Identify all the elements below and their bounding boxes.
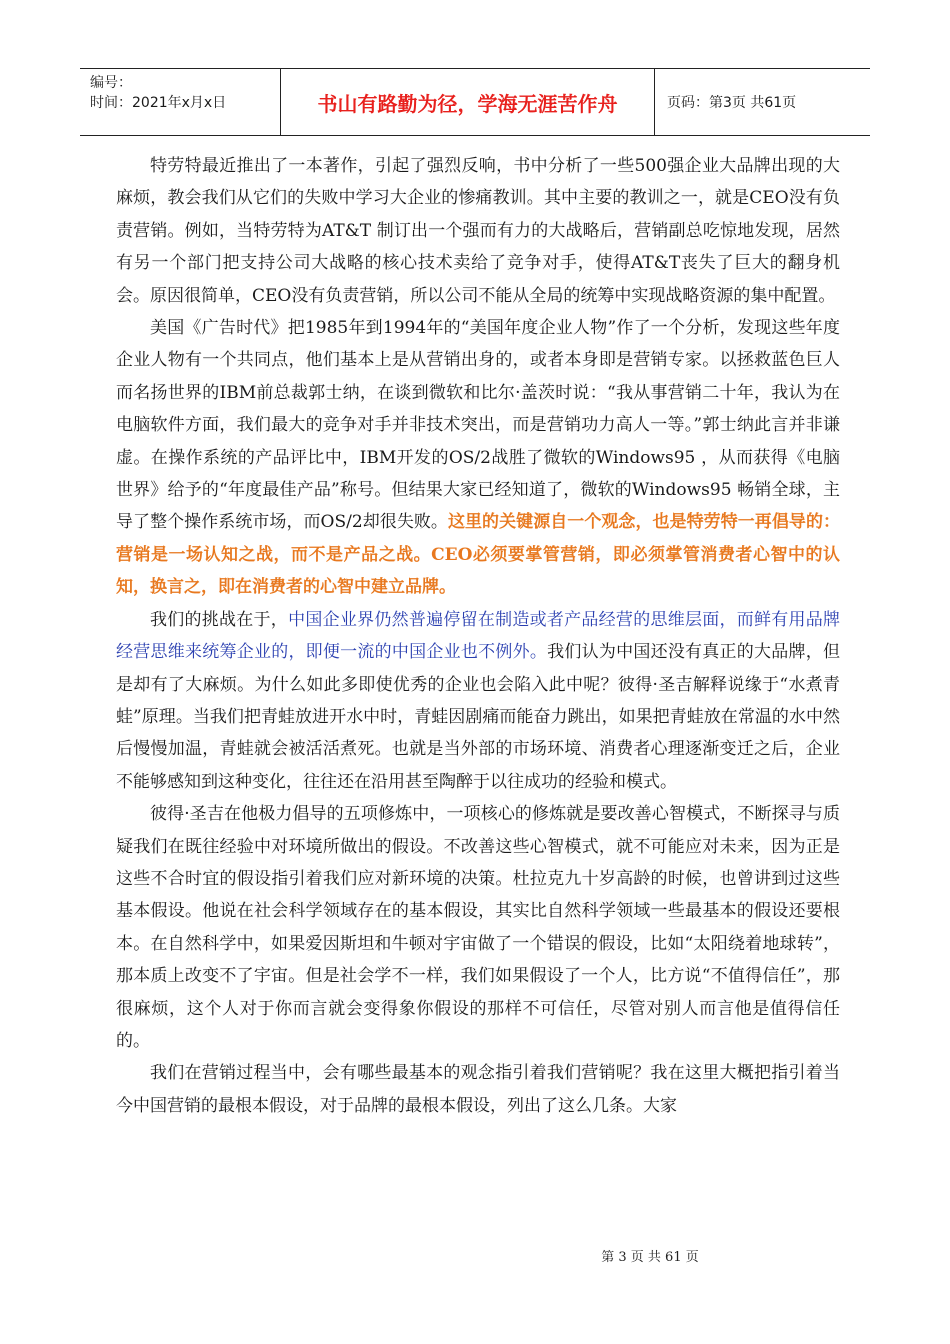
document-body xyxy=(116,150,840,1122)
paragraph-3-rest: 我们认为中国还没有真正的大品牌，但是却有了大麻烦。为什么如此多即使优秀的企业也会陷入此中呢？彼得·圣吉解释说缘于“水煮青蛙”原理。当我们把青蛙放进开水中时，青蛙因剧痛而能奋力跳出，如果把青蛙放在常温的水中然后慢慢加温，青蛙就会被活活煮死。也就是当外部的市场环境、消费者心理逐渐变迁之后，企业不能够感知到这种变化，往往还在沿用甚至陶醉于以往成功的经验和模式。 xyxy=(116,642,841,792)
paragraph-1: 特劳特最近推出了一本著作，引起了强烈反响，书中分析了一些500强企业大品牌出现的大麻烦，教会我们从它们的失败中学习大企业的惨痛教训。其中主要的教训之一，就是CEO没有负责营销。例如，当特劳特为AT&T 制订出一个强而有力的大战略后，营销副总吃惊地发现，居然有另一个部门把支持公司大战略的核心技术卖给了竞争对手，使得AT&T丧失了巨大的翻身机会。原因很简单，CEO没有负责营销，所以公司不能从全局的统筹中实现战略资源的集中配置。 xyxy=(116,156,840,306)
header-meta xyxy=(80,69,281,135)
paragraph-2-highlight: 这里的关键源自一个观念，也是特劳特一再倡导的：营销是一场认知之战，而不是产品之战。CEO必须要掌管营销，即必须掌管消费者心智中的认知，换言之，即在消费者的心智中建立品牌。 xyxy=(116,512,840,598)
page-footer: 第 3 页 共 61 页 xyxy=(601,1250,699,1265)
paragraph-3-blue: 中国企业界仍然普遍停留在制造或者产品经营的思维层面，而鲜有用品牌经营思维来统筹企业的，即便一流的中国企业也不例外。 xyxy=(116,609,841,663)
paragraph-2-text: 美国《广告时代》把1985年到1994年的“美国年度企业人物”作了一个分析，发现这些年度企业人物有一个共同点，他们基本上是从营销出身的，或者本身即是营销专家。以拯救蓝色巨人而名扬世界的IBM前总裁郭士纳，在谈到微软和比尔·盖茨时说：“我从事营销二十年，我认为在电脑软件方面，我们最大的竞争对手并非技术突出，而是营销功力高人一等。”郭士纳此言并非谦虚。在操作系统的产品评比中，IBM开发的OS/2战胜了微软的Windows95 ，从而获得《电脑世界》给予的“年度最佳产品”称号。但结果大家已经知道了，微软的Windows95 畅销全球，主导了整个操作系统市场，而OS/2却很失败。 xyxy=(116,318,840,533)
paragraph-5: 我们在营销过程当中，会有哪些最基本的观念指引着我们营销呢？我在这里大概把指引着当今中国营销的最根本假设，对于品牌的最根本假设，列出了这么几条。大家 xyxy=(116,1063,840,1116)
paragraph-4: 彼得·圣吉在他极力倡导的五项修炼中，一项核心的修炼就是要改善心智模式，不断探寻与质疑我们在既往经验中对环境所做出的假设。不改善这些心智模式，就不可能应对未来，因为正是这些不合时宜的假设指引着我们应对新环境的决策。杜拉克九十岁高龄的时候，也曾讲到过这些基本假设。他说在社会科学领域存在的基本假设，其实比自然科学领域一些最基本的假设还要根本。在自然科学中，如果爱因斯坦和牛顿对宇宙做了一个错误的假设，比如“太阳绕着地球转”，那本质上改变不了宇宙。但是社会学不一样，我们如果假设了一个人，比方说“不值得信任”，那很麻烦，这个人对于你而言就会变得象你假设的那样不可信任，尽管对别人而言他是值得信任的。 xyxy=(116,804,840,1051)
header-motto: 书山有路勤为径，学海无涯苦作舟 xyxy=(281,69,655,135)
paragraph-2 xyxy=(116,312,840,604)
header-page-info: 页码：第3页 共61页 xyxy=(667,95,797,111)
document-header xyxy=(80,68,870,136)
date-label: 时间：2021年x月x日 xyxy=(90,95,227,111)
paragraph-3-start: 我们的挑战在于， xyxy=(150,609,289,630)
paragraph-3 xyxy=(116,604,840,798)
code-label: 编号： xyxy=(90,75,132,91)
